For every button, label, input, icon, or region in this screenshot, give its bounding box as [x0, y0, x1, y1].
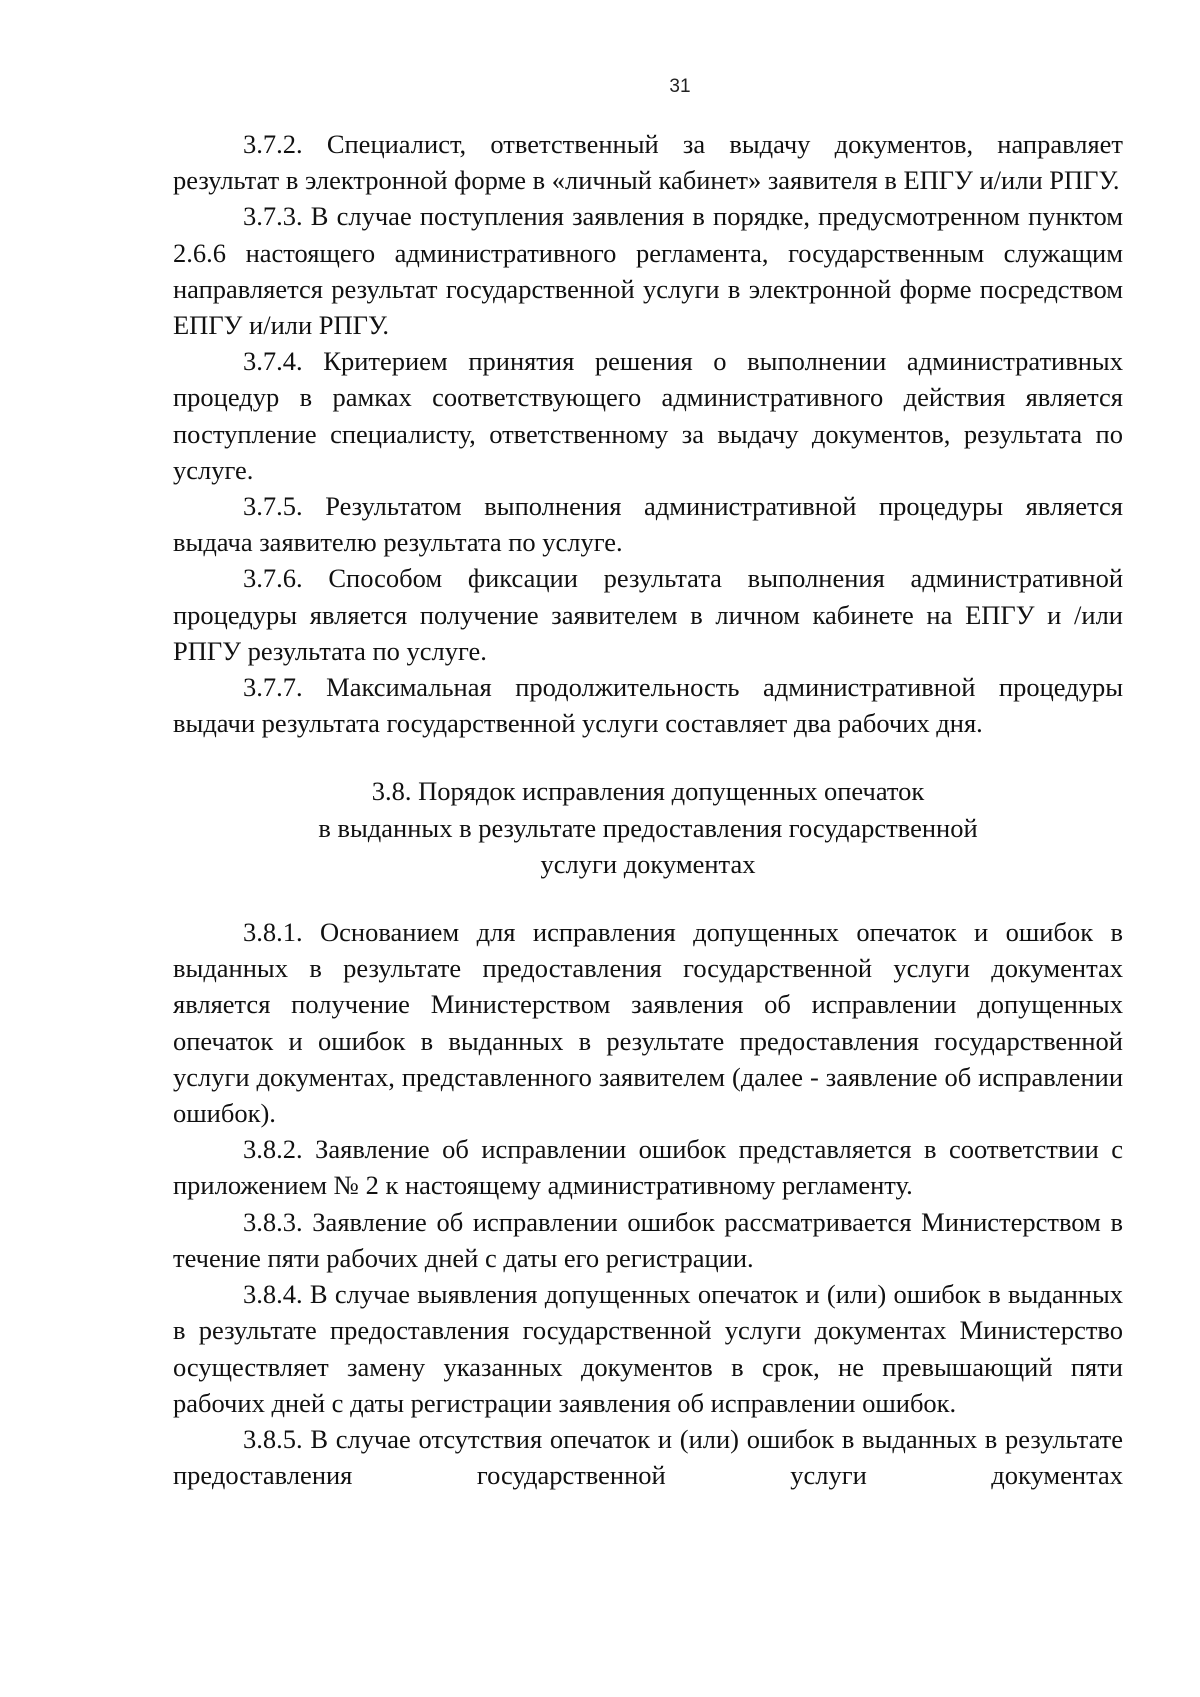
paragraph-3-8-1: 3.8.1. Основанием для исправления допущенных опечаток и ошибок в выданных в результате предоставления государственной услуги документах является получение Министерством заявления об исправлении допущенных опечаток и ошибок в выданных в результате предоставления государственной услуги документах, представленного заявителем (далее - заявление об исправлении ошибок).: [173, 917, 1123, 1129]
paragraph-3-7-6: 3.7.6. Способом фиксации результата выполнения административной процедуры является получение заявителем в личном кабинете на ЕПГУ и /или РПГУ результата по услуге.: [173, 563, 1123, 666]
page-number: 31: [669, 76, 691, 97]
paragraph-3-8-4: 3.8.4. В случае выявления допущенных опечаток и (или) ошибок в выданных в результате предоставления государственной услуги документах Министерство осуществляет замену указанных документов в срок, не превышающий пяти рабочих дней с даты регистрации заявления об исправлении ошибок.: [173, 1279, 1123, 1418]
paragraph-3-8-5: 3.8.5. В случае отсутствия опечаток и (или) ошибок в выданных в результате предоставления государственной услуги документах: [173, 1423, 1123, 1491]
section-heading-3-8: [173, 773, 1123, 882]
section-heading-line-1: 3.8. Порядок исправления допущенных опечаток: [371, 776, 925, 807]
paragraph-3-8-3: 3.8.3. Заявление об исправлении ошибок рассматривается Министерством в течение пяти рабочих дней с даты его регистрации.: [173, 1206, 1123, 1273]
paragraph-3-7-3: 3.7.3. В случае поступления заявления в порядке, предусмотренном пунктом 2.6.6 настоящего административного регламента, государственным служащим направляется результат государственной услуги в электронной форме посредством ЕПГУ и/или РПГУ.: [173, 201, 1123, 341]
paragraph-3-7-2: 3.7.2. Специалист, ответственный за выдачу документов, направляет результат в электронной форме в «личный кабинет» заявителя в ЕПГУ и/или РПГУ.: [173, 129, 1123, 196]
paragraph-3-8-2: 3.8.2. Заявление об исправлении ошибок представляется в соответствии с приложением № 2 к настоящему административному регламенту.: [173, 1134, 1123, 1201]
section-heading-line-3: услуги документах: [540, 848, 756, 879]
document-body: [173, 126, 1123, 1493]
paragraph-3-7-4: 3.7.4. Критерием принятия решения о выполнении административных процедур в рамках соответствующего административного действия является поступление специалисту, ответственному за выдачу документов, результата по услуге.: [173, 346, 1123, 485]
paragraph-3-7-5: 3.7.5. Результатом выполнения административной процедуры является выдача заявителю результата по услуге.: [173, 491, 1123, 558]
paragraph-3-7-7: 3.7.7. Максимальная продолжительность административной процедуры выдачи результата государственной услуги составляет два рабочих дня.: [173, 672, 1123, 739]
section-heading-line-2: в выданных в результате предоставления государственной: [318, 812, 978, 843]
